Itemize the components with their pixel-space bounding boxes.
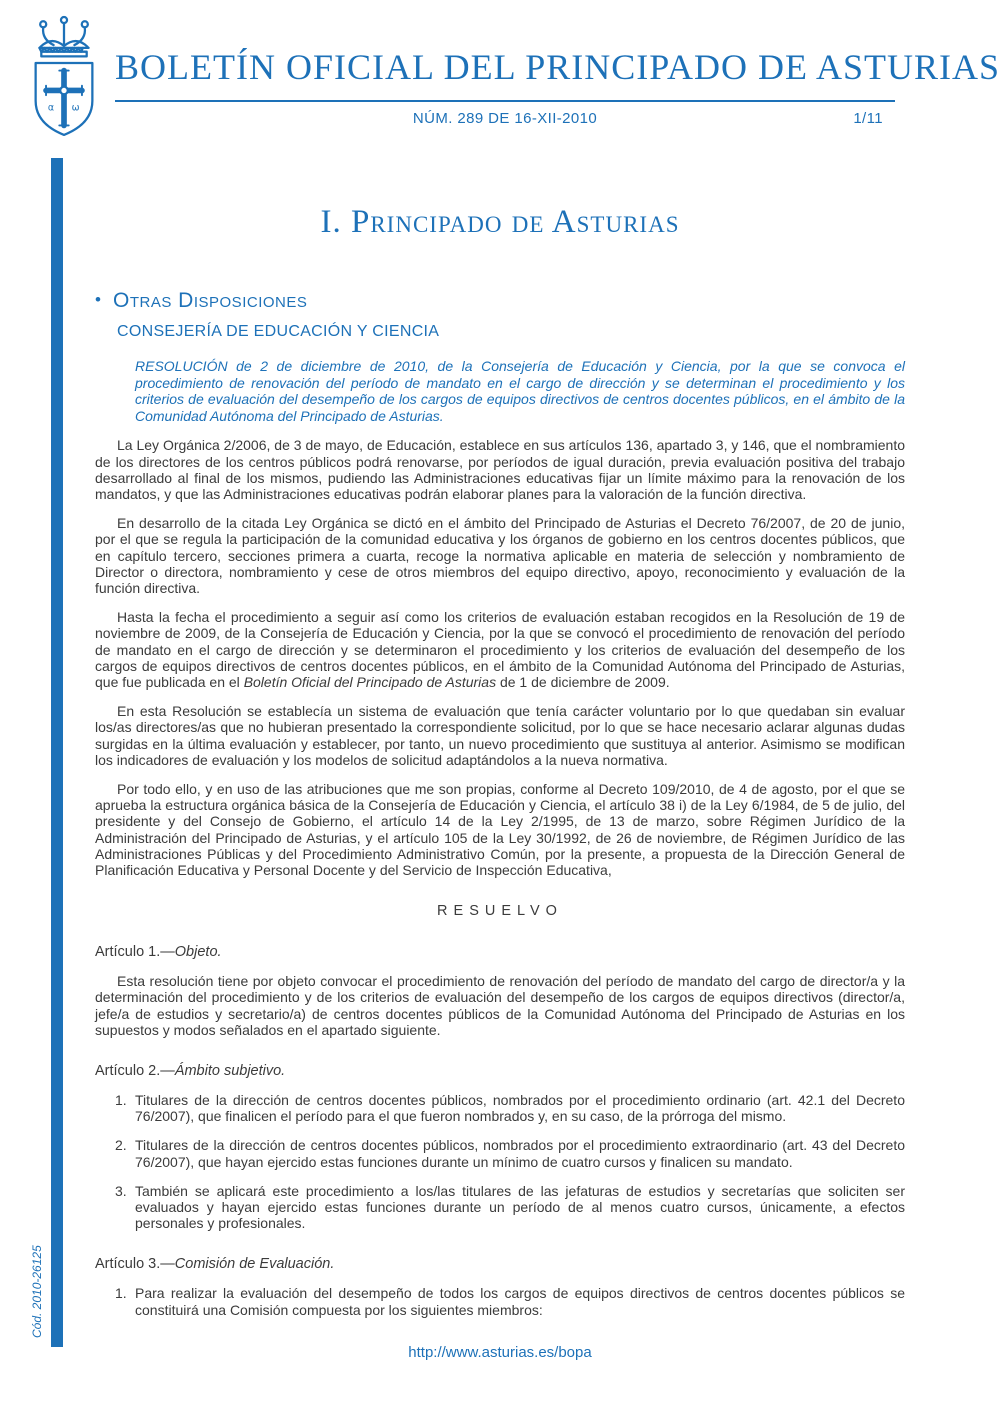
article-title: Ámbito subjetivo. xyxy=(174,1063,286,1080)
bopa-url-link[interactable]: http://www.asturias.es/bopa xyxy=(408,1344,592,1361)
list-item-number: 2. xyxy=(115,1137,127,1154)
paragraph-text: de 1 de diciembre de 2009. xyxy=(496,674,670,691)
paragraph: En desarrollo de la citada Ley Orgánica se dictó en el ámbito del Principado de Asturias el Decreto 76/2007, de 20 de junio, por el que se regula la participación de la comunidad educativa y los órganos de gobierno en los centros docentes públicos, que en capítulo tercero, secciones primera a cuarta, recoge la normativa aplicable en materia de selección y nombramiento de Director o directora, nombramiento y cese de otros miembros del equipo directivo, apoyo, reconocimiento y evaluación de la función directiva. xyxy=(95,515,905,596)
list-item-text: Titulares de la dirección de centros docentes públicos, nombrados por el procedimiento extraordinario (art. 43 del Decreto 76/2007), que hayan ejercido estas funciones durante un mínimo de cuatro cursos y finalicen su mandato. xyxy=(135,1137,905,1170)
article-3-heading xyxy=(95,1256,905,1272)
list-item xyxy=(95,1183,905,1232)
article-2-heading xyxy=(95,1063,905,1079)
list-item-text: Titulares de la dirección de centros docentes públicos, nombrados por el procedimiento ordinario (art. 42.1 del Decreto 76/2007), que finalicen el período para el que fueron nombrados y, en su caso, de la prórroga del mismo. xyxy=(135,1092,905,1125)
paragraph: En esta Resolución se establecía un sistema de evaluación que tenía carácter voluntario por lo que quedaban sin evaluar los/as directores/as que no hubieran presentado la correspondiente solicitud, por lo que se hace necesario aclarar algunas dudas surgidas en la última evaluación y establecer, por tanto, un nuevo procedimiento que sustituya al anterior. Asimismo se modifican los indicadores de evaluación y los modelos de solicitud adaptándolos a la nueva normativa. xyxy=(95,703,905,768)
svg-text:α: α xyxy=(47,102,55,114)
department-heading: CONSEJERÍA DE EDUCACIÓN Y CIENCIA xyxy=(117,323,440,340)
category-label: Otras Disposiciones xyxy=(113,289,308,312)
section-title: I. Principado de Asturias xyxy=(320,204,680,240)
asturias-coat-of-arms-icon xyxy=(12,14,116,148)
document-code: Cód. 2010-26125 xyxy=(30,1245,44,1338)
article-label: Artículo 2.— xyxy=(95,1063,175,1080)
resolution-abstract: RESOLUCIÓN de 2 de diciembre de 2010, de la Consejería de Educación y Ciencia, por la que se convoca el procedimiento de renovación del período de mandato en el cargo de dirección y se determinan el procedimiento y los criterios de evaluación del desempeño de los cargos de equipos directivos de centros docentes públicos, en el ámbito de la Comunidad Autónoma del Principado de Asturias. xyxy=(135,358,905,424)
paragraph: La Ley Orgánica 2/2006, de 3 de mayo, de Educación, establece en sus artículos 136, apartado 3, y 146, que el nombramiento de los directores de los centros públicos podrá renovarse, por períodos de igual duración, previa evaluación positiva del trabajo desarrollado al final de los mismos, pudiendo las Administraciones educativas fijar un límite máximo para la renovación de los mandatos, y que las Administraciones educativas podrán elaborar planes para la valoración de la función directiva. xyxy=(95,437,905,502)
header-divider xyxy=(115,100,895,102)
list-item xyxy=(95,1137,905,1169)
list-item-number: 1. xyxy=(115,1285,127,1302)
page-indicator: 1/11 xyxy=(853,110,883,127)
left-accent-bar xyxy=(51,158,63,1347)
issue-number: NÚM. 289 DE 16-XII-2010 xyxy=(412,110,598,127)
paragraph: Por todo ello, y en uso de las atribuciones que me son propias, conforme al Decreto 109/2010, de 4 de agosto, por el que se aprueba la estructura orgánica básica de la Consejería de Educación y Ciencia, el artículo 38 i) de la Ley 6/1984, de 5 de julio, del presidente y del Consejo de Gobierno, el artículo 14 de la Ley 2/1995, de 13 de marzo, sobre Régimen Jurídico de la Administración del Principado de Asturias, y el artículo 105 de la Ley 30/1992, de 26 de noviembre, de Régimen Jurídico de las Administraciones Públicas y del Procedimiento Administrativo Común, por la presente, a propuesta de la Dirección General de Planificación Educativa y Personal Docente y del Servicio de Inspección Educativa, xyxy=(95,781,905,879)
resuelvo-heading: RESUELVO xyxy=(437,903,563,920)
article-1-heading xyxy=(95,944,905,960)
paragraph-text: Hasta la fecha el procedimiento a seguir así como los criterios de evaluación estaban recogidos en la Resolución de 19 de noviembre de 2009, de la Consejería de Educación y Ciencia, por la que se convocó el procedimiento de renovación del período de mandato en el cargo de dirección y se determinaron el procedimiento y los criterios de evaluación del desempeño de los cargos de equipos directivos de centros docentes públicos, en el ámbito de la Comunidad Autónoma del Principado de Asturias, que fue publicada en el xyxy=(95,609,905,691)
document-body xyxy=(95,160,905,1318)
list-item xyxy=(95,1092,905,1124)
header-subline xyxy=(115,108,895,130)
paragraph xyxy=(95,609,905,690)
article-title: Comisión de Evaluación. xyxy=(174,1256,335,1273)
list-item-number: 3. xyxy=(115,1182,127,1199)
bullet-icon: • xyxy=(95,290,102,309)
publication-name: Boletín Oficial del Principado de Asturias xyxy=(243,674,497,691)
list-item-number: 1. xyxy=(115,1092,127,1109)
list-item-text: También se aplicará este procedimiento a los/las titulares de las jefaturas de estudios y secretarías que soliciten ser evaluados y hayan ejercido estas funciones durante un período de al menos cuatro cursos, únicamente, a efectos personales y profesionales. xyxy=(135,1182,905,1232)
category-heading xyxy=(95,289,905,313)
article-title: Objeto. xyxy=(174,944,222,961)
article-label: Artículo 3.— xyxy=(95,1256,175,1273)
list-item xyxy=(95,1285,905,1317)
article-label: Artículo 1.— xyxy=(95,944,175,961)
bulletin-title: BOLETÍN OFICIAL DEL PRINCIPADO DE ASTURIAS xyxy=(115,47,1000,87)
paragraph: Esta resolución tiene por objeto convocar el procedimiento de renovación del período de mandato del cargo de director/a y la determinación del procedimiento y de los criterios de evaluación del desempeño de los cargos de equipos directivos (director/a, jefe/a de estudios y secretario/a) de centros docentes públicos de la Comunidad Autónoma del Principado de Asturias en los supuestos y modos señalados en el apartado siguiente. xyxy=(95,973,905,1038)
svg-text:ω: ω xyxy=(71,102,80,114)
list-item-text: Para realizar la evaluación del desempeño de todos los cargos de equipos directivos de centros docentes públicos se constituirá una Comisión compuesta por los siguientes miembros: xyxy=(135,1285,905,1318)
